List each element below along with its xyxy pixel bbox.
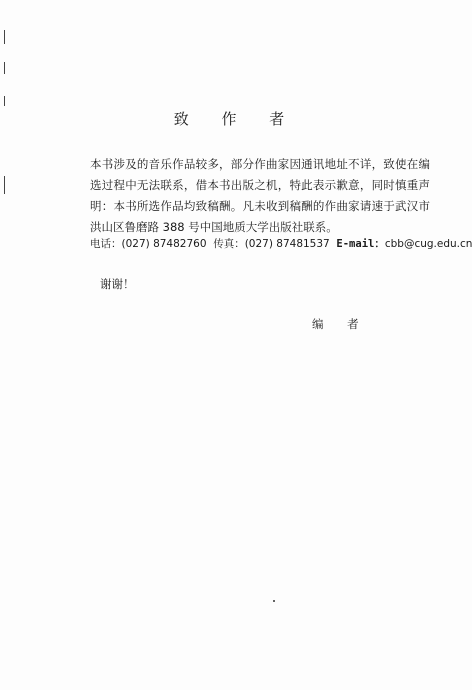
fax-label: 传真： <box>213 238 245 250</box>
scan-edge-mark <box>4 30 5 44</box>
phone-label: 电话： <box>90 238 122 250</box>
email-address: cbb@cug.edu.cn <box>384 238 472 250</box>
email-label: E-mail： <box>336 238 385 250</box>
signature: 编 者 <box>312 317 369 331</box>
scan-edge-mark <box>4 96 5 106</box>
phone-number: (027) 87482760 <box>121 238 207 250</box>
scan-edge-mark <box>4 176 5 194</box>
page-title: 致 作 者 <box>173 110 299 128</box>
contact-line <box>90 236 472 251</box>
scan-speck <box>273 600 275 602</box>
fax-number: (027) 87481537 <box>244 238 330 250</box>
scan-edge-mark <box>4 62 5 74</box>
thanks-text: 谢谢！ <box>100 277 135 291</box>
body-paragraph-block <box>90 154 430 238</box>
body-paragraph: 本书涉及的音乐作品较多，部分作曲家因通讯地址不详，致使在编选过程中无法联系，借本书出版之机，特此表示歉意，同时慎重声明：本书所选作品均致稿酬。凡未收到稿酬的作曲家请速于武汉市洪山区鲁磨路 388 号中国地质大学出版社联系。 <box>90 157 430 234</box>
